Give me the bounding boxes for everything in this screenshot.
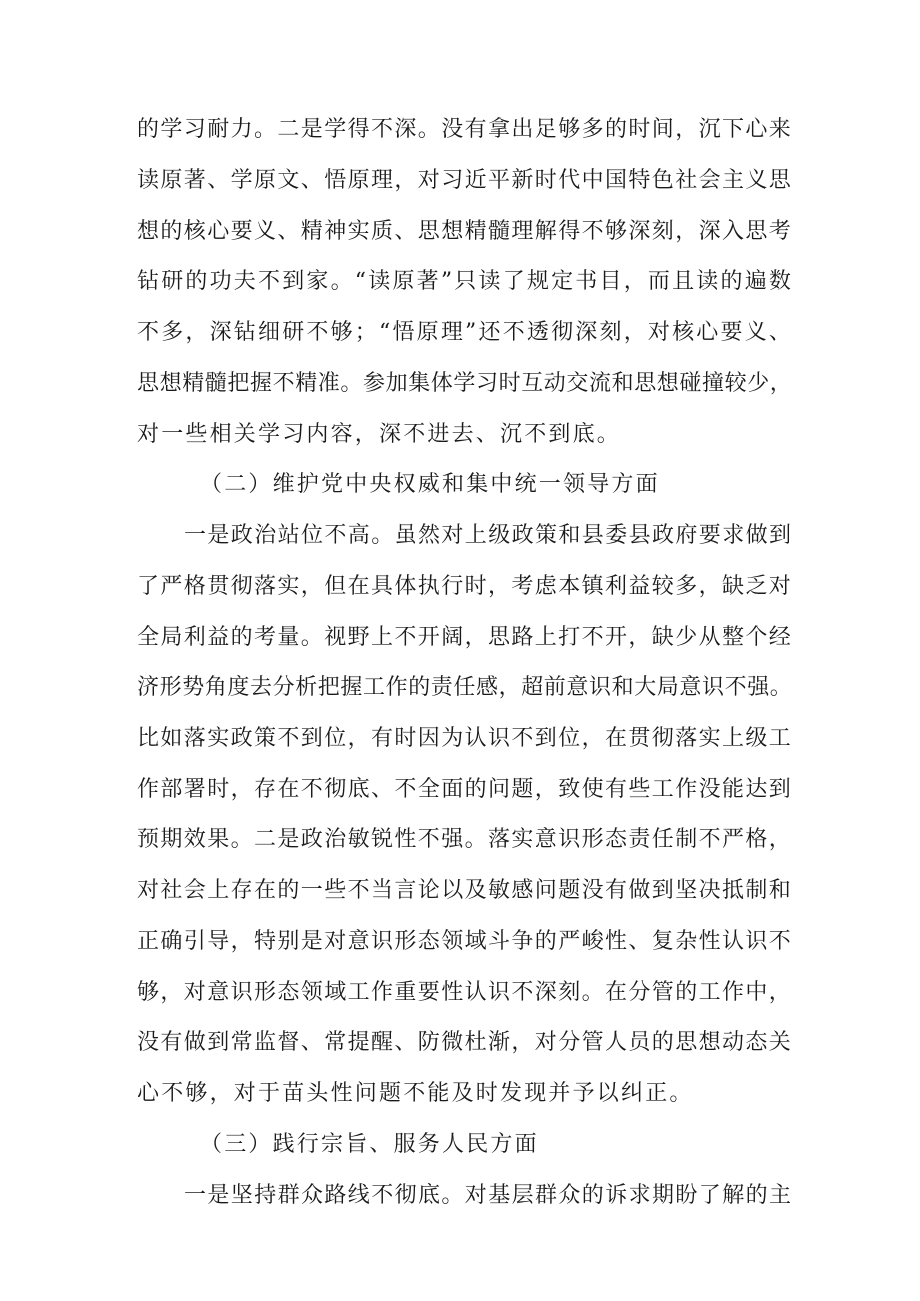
- text-line: 作部署时，存在不彻底、不全面的问题，致使有些工作没能达到: [137, 777, 793, 802]
- text-line: 了严格贯彻落实，但在具体执行时，考虑本镇利益较多，缺乏对: [137, 574, 793, 599]
- text-line: 预期效果。二是政治敏锐性不强。落实意识形态责任制不严格，: [137, 827, 793, 852]
- section-heading-2: （二）维护党中央权威和集中统一领导方面: [200, 472, 660, 497]
- paragraph-first-line: 一是坚持群众路线不彻底。对基层群众的诉求期盼了解的主: [184, 1183, 793, 1208]
- text-line: 全局利益的考量。视野上不开阔，思路上打不开，缺少从整个经: [137, 625, 793, 650]
- text-line: 想的核心要义、精神实质、思想精髓理解得不够深刻，深入思考: [137, 219, 793, 244]
- text-line: 钻研的功夫不到家。“读原著”只读了规定书目，而且读的遍数: [137, 269, 794, 294]
- paragraph-first-line: 一是政治站位不高。虽然对上级政策和县委县政府要求做到: [184, 523, 793, 548]
- text-line: 读原著、学原文、悟原理，对习近平新时代中国特色社会主义思: [137, 168, 793, 193]
- section-heading-3: （三）践行宗旨、服务人民方面: [200, 1132, 539, 1157]
- text-line: 对一些相关学习内容，深不进去、沉不到底。: [137, 422, 622, 447]
- text-line: 对社会上存在的一些不当言论以及敏感问题没有做到坚决抵制和: [137, 878, 793, 903]
- text-line: 济形势角度去分析把握工作的责任感，超前意识和大局意识不强。: [137, 675, 793, 700]
- text-line: 思想精髓把握不精准。参加集体学习时互动交流和思想碰撞较少，: [137, 371, 793, 396]
- text-line: 够，对意识形态领域工作重要性认识不深刻。在分管的工作中，: [137, 980, 793, 1005]
- text-line: 的学习耐力。二是学得不深。没有拿出足够多的时间，沉下心来: [137, 117, 793, 142]
- text-line: 比如落实政策不到位，有时因为认识不到位，在贯彻落实上级工: [137, 726, 793, 751]
- text-line: 不多，深钻细研不够；“悟原理”还不透彻深刻，对核心要义、: [137, 320, 794, 345]
- text-line: 心不够，对于苗头性问题不能及时发现并予以纠正。: [137, 1081, 694, 1106]
- text-line: 正确引导，特别是对意识形态领域斗争的严峻性、复杂性认识不: [137, 929, 793, 954]
- text-line: 没有做到常监督、常提醒、防微杜渐，对分管人员的思想动态关: [137, 1030, 793, 1055]
